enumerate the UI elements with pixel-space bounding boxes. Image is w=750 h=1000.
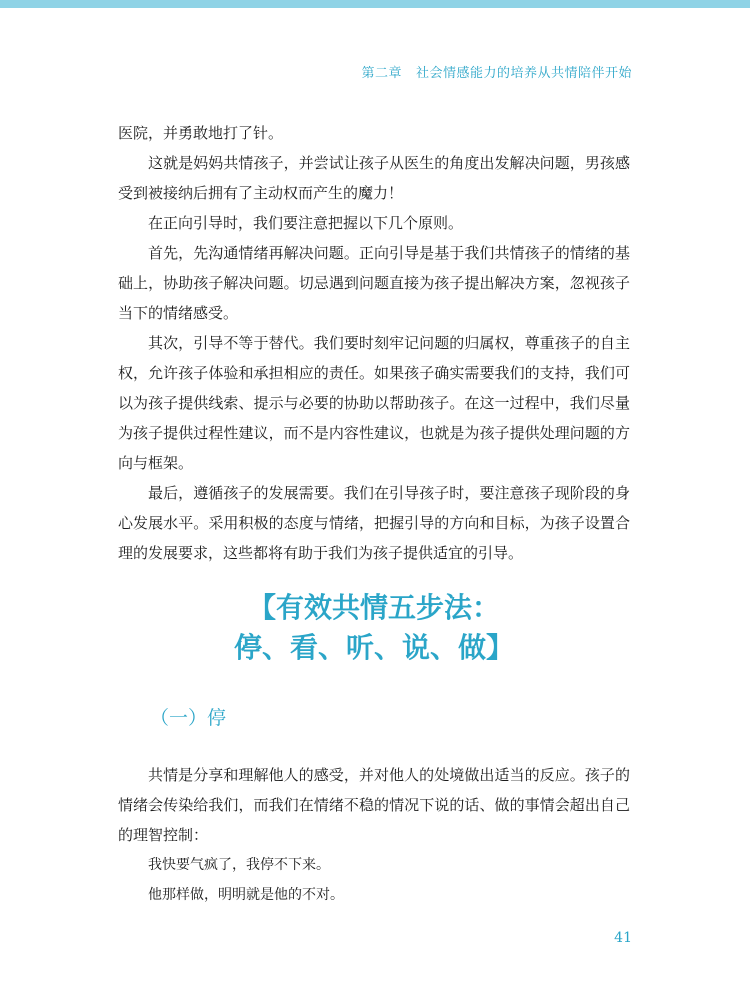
subsection-title: （一）停 [150,707,227,729]
running-header [361,62,632,81]
section-title [118,588,630,668]
body-text [118,118,630,568]
paragraph: 首先，先沟通情绪再解决问题。正向引导是基于我们共情孩子的情绪的基础上，协助孩子解决问题。切忌遇到问题直接为孩子提出解决方案，忽视孩子当下的情绪感受。 [118,244,630,322]
quote-line: 他那样做，明明就是他的不对。 [148,887,344,903]
chapter-label: 第二章 [361,66,402,81]
paragraph: 其次，引导不等于替代。我们要时刻牢记问题的归属权，尊重孩子的自主权，允许孩子体验和承担相应的责任。如果孩子确实需要我们的支持，我们可以为孩子提供线索、提示与必要的协助以帮助孩子。在这一过程中，我们尽量为孩子提供过程性建议，而不是内容性建议，也就是为孩子提供处理问题的方向与框架。 [118,334,630,472]
paragraph: 共情是分享和理解他人的感受，并对他人的处境做出适当的反应。孩子的情绪会传染给我们，而我们在情绪不稳的情况下说的话、做的事情会超出自己的理智控制： [118,766,630,844]
paragraph: 在正向引导时，我们要注意把握以下几个原则。 [148,214,464,232]
top-color-bar [0,0,750,8]
section-title-line: 停、看、听、说、做】 [233,631,514,664]
chapter-title: 社会情感能力的培养从共情陪伴开始 [415,66,632,81]
quote-list [148,850,344,910]
section-body [118,760,630,850]
page-number: 41 [614,930,632,946]
section-title-line: 【有效共情五步法： [247,591,500,624]
paragraph: 最后，遵循孩子的发展需要。我们在引导孩子时，要注意孩子现阶段的身心发展水平。采用积极的态度与情绪，把握引导的方向和目标，为孩子设置合理的发展要求，这些都将有助于我们为孩子提供适宜的引导。 [118,484,630,562]
paragraph: 这就是妈妈共情孩子，并尝试让孩子从医生的角度出发解决问题，男孩感受到被接纳后拥有了主动权而产生的魔力！ [118,154,630,202]
paragraph: 医院，并勇敢地打了针。 [118,124,284,142]
quote-line: 我快要气疯了，我停不下来。 [148,857,330,873]
